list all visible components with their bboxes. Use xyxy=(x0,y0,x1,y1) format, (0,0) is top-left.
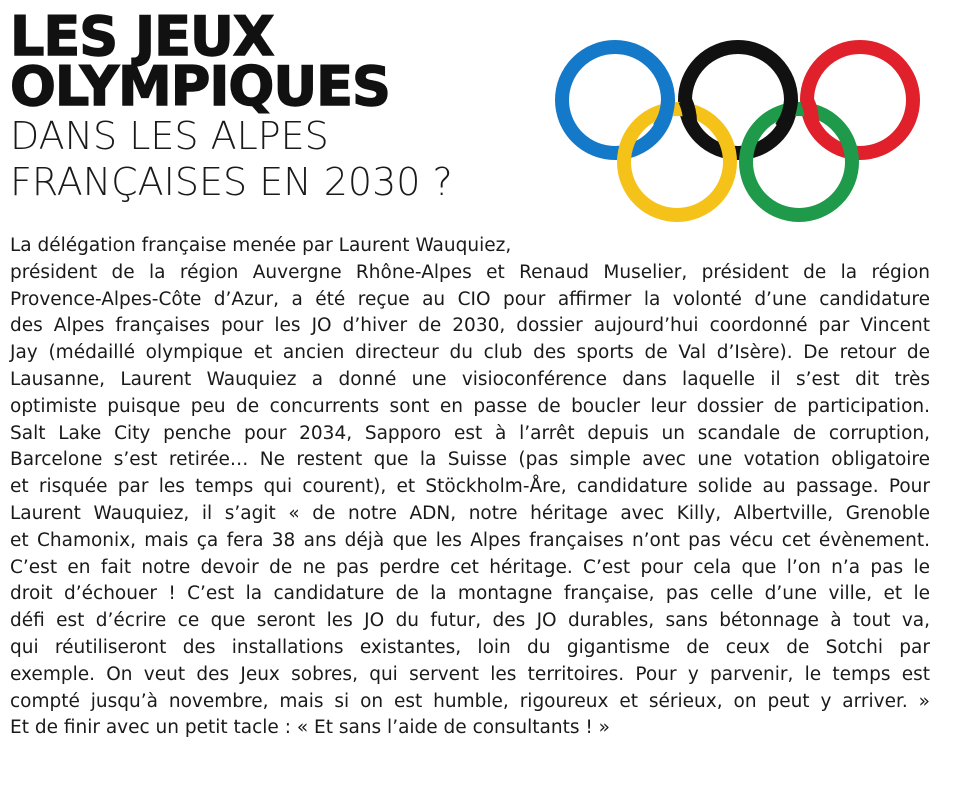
blue-ring-icon xyxy=(562,47,668,153)
article-line: Lausanne, Laurent Wauquiez a donné une visioconférence dans laquelle il s’est dit très xyxy=(10,368,930,390)
subheadline-line-2: FRANÇAISES EN 2030 ? xyxy=(10,160,453,204)
article-line: des Alpes françaises pour les JO d’hiver de 2030, dossier aujourd’hui coordonné par Vincent xyxy=(10,315,930,337)
black-ring-icon xyxy=(685,47,791,153)
article-line: Et de finir avec un petit tacle : « Et sans l’aide de consultants ! » xyxy=(10,717,610,739)
headline-line-1: LES JEUX xyxy=(10,5,274,68)
article-line: Barcelone s’est retirée… Ne restent que la Suisse (pas simple avec une votation obligatoire xyxy=(10,449,930,471)
article-line: exemple. On veut des Jeux sobres, qui servent les territoires. Pour y parvenir, le temps est xyxy=(10,663,930,685)
article-line: Provence-Alpes-Côte d’Azur, a été reçue au CIO pour affirmer la volonté d’une candidature xyxy=(10,288,930,310)
black-ring-overlap-left xyxy=(685,100,690,122)
red-ring-overlap xyxy=(807,100,812,122)
article-line: Salt Lake City penche pour 2034, Sapporo est à l’arrêt depuis un scandale de corruption, xyxy=(10,422,930,444)
article-line: qui réutiliseront des installations existantes, loin du gigantisme de ceux de Sotchi par xyxy=(10,636,930,658)
headline xyxy=(10,5,480,204)
black-ring-overlap xyxy=(781,100,791,128)
article-line: La délégation française menée par Laurent Wauquiez, xyxy=(10,235,512,256)
yellow-ring-icon xyxy=(624,109,730,215)
article-line: droit d’échouer ! C’est la candidature de la montagne française, pas celle d’une ville, et le xyxy=(10,583,930,605)
article-line: président de la région Auvergne Rhône-Alpes et Renaud Muselier, président de la région xyxy=(10,261,930,283)
article-line: et Chamonix, mais ça fera 38 ans déjà que les Alpes françaises n’ont pas vécu cet évènement. xyxy=(10,529,930,551)
subheadline-line-1: DANS LES ALPES xyxy=(10,114,329,158)
olympic-rings-logo xyxy=(555,40,925,225)
article-line: optimiste puisque peu de concurrents sont en passe de boucler leur dossier de participation. xyxy=(10,395,930,417)
red-ring-icon xyxy=(807,47,913,153)
article-line: Jay (médaillé olympique et ancien directeur du club des sports de Val d’Isère). De retour de xyxy=(10,342,930,364)
article-line: Laurent Wauquiez, il s’agit « de notre ADN, notre héritage avec Killy, Albertville, Grenoble xyxy=(10,502,930,524)
article-body xyxy=(10,233,930,742)
blue-ring-overlap xyxy=(659,100,668,128)
article-line: compté jusqu’à novembre, mais si on est humble, rigoureux et sérieux, on peut y arriver. » xyxy=(10,690,930,712)
green-ring-icon xyxy=(746,109,852,215)
headline-line-2: OLYMPIQUES xyxy=(10,55,390,118)
article-line: C’est en fait notre devoir de ne pas perdre cet héritage. C’est pour cela que l’on n’a pas le xyxy=(10,556,930,578)
article-line: et risquée par les temps qui courent), et Stöckholm-Åre, candidature solide au passage. Pour xyxy=(10,476,930,498)
article-line: défi est d’écrire ce que seront les JO du futur, des JO durables, sans bétonnage à tout va, xyxy=(10,610,930,632)
